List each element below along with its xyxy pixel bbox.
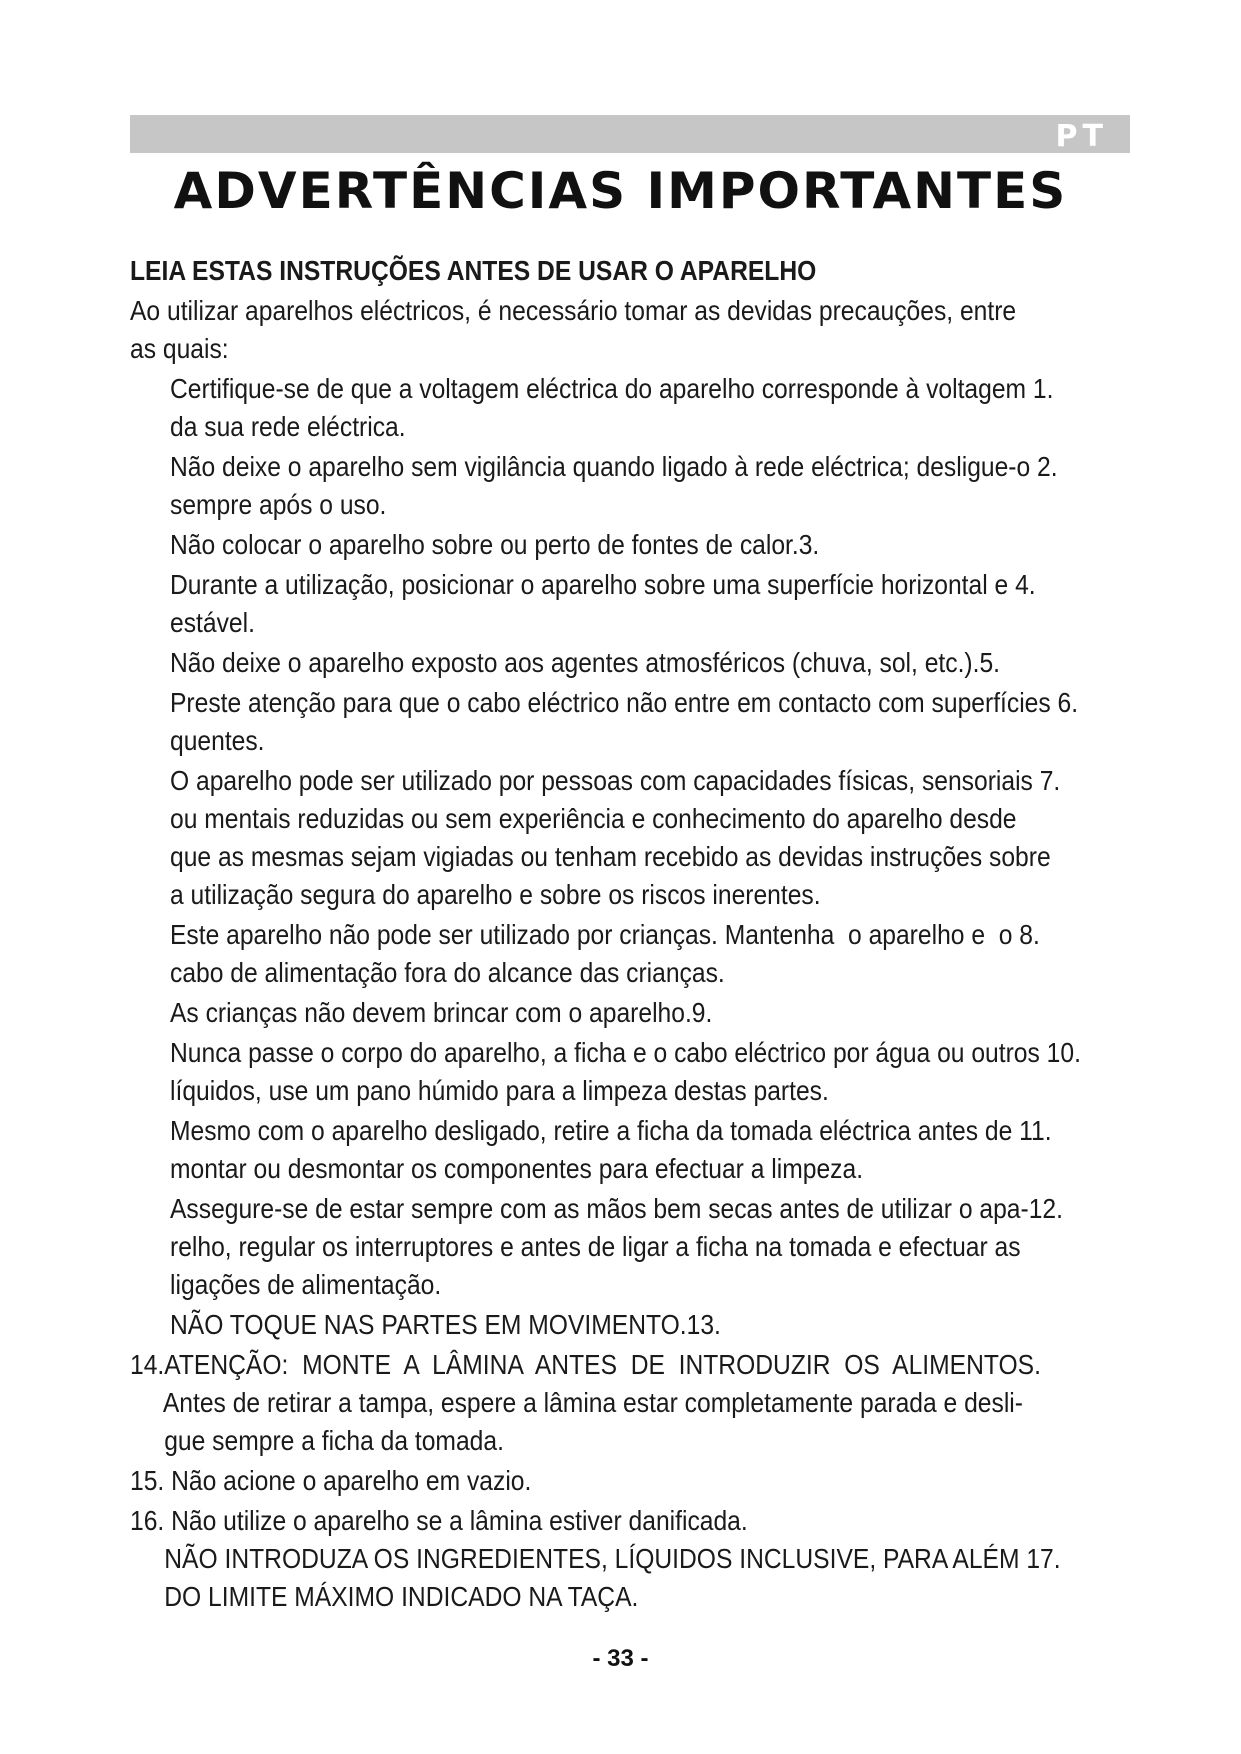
warning-item	[130, 1034, 1180, 1110]
language-bar	[130, 115, 1130, 153]
warning-item	[130, 994, 1180, 1032]
warning-item	[130, 1346, 1180, 1460]
warning-list	[130, 370, 1180, 1616]
warning-line: As crianças não devem brincar com o aparelho.9.	[170, 997, 713, 1028]
warning-line: NÃO INTRODUZA OS INGREDIENTES, LÍQUIDOS INCLUSIVE, PARA ALÉM 17.	[130, 1543, 1061, 1574]
intro-line: as quais:	[130, 333, 229, 364]
page-number: - 33 -	[592, 1645, 649, 1672]
warning-item	[130, 762, 1180, 914]
warning-line: relho, regular os interruptores e antes de ligar a ficha na tomada e efectuar as	[170, 1231, 1021, 1262]
intro-paragraph	[130, 292, 1180, 368]
warning-item	[130, 1190, 1180, 1304]
warning-line: gue sempre a ficha da tomada.	[130, 1425, 504, 1456]
section-subheading: LEIA ESTAS INSTRUÇÕES ANTES DE USAR O APARELHO	[130, 255, 817, 286]
warning-line: Mesmo com o aparelho desligado, retire a ficha da tomada eléctrica antes de 11.	[170, 1115, 1052, 1146]
warning-item	[130, 1462, 1180, 1500]
warning-line: cabo de alimentação fora do alcance das crianças.	[170, 957, 725, 988]
warning-line: Certifique-se de que a voltagem eléctrica do aparelho corresponde à voltagem 1.	[170, 373, 1054, 404]
warning-line: DO LIMITE MÁXIMO INDICADO NA TAÇA.	[130, 1581, 639, 1612]
page-title: ADVERTÊNCIAS IMPORTANTES	[173, 162, 1068, 220]
warning-line: quentes.	[170, 725, 265, 756]
warning-item	[130, 566, 1180, 642]
warning-line: Assegure-se de estar sempre com as mãos bem secas antes de utilizar o apa-12.	[170, 1193, 1063, 1224]
warning-item	[130, 916, 1180, 992]
warning-line: Durante a utilização, posicionar o aparelho sobre uma superfície horizontal e 4.	[170, 569, 1036, 600]
warning-line: 16. Não utilize o aparelho se a lâmina estiver danificada.	[130, 1505, 748, 1536]
warning-line: O aparelho pode ser utilizado por pessoas com capacidades físicas, sensoriais 7.	[170, 765, 1061, 796]
warning-item	[130, 448, 1180, 524]
warning-line: Nunca passe o corpo do aparelho, a ficha e o cabo eléctrico por água ou outros 10.	[170, 1037, 1081, 1068]
warning-line: ligações de alimentação.	[170, 1269, 442, 1300]
warnings-section	[130, 252, 1180, 1618]
warning-line: Antes de retirar a tampa, espere a lâmina estar completamente parada e desli-	[130, 1387, 1023, 1418]
warning-item	[130, 644, 1180, 682]
warning-item	[130, 1112, 1180, 1188]
warning-line: sempre após o uso.	[170, 489, 387, 520]
warning-item	[130, 1306, 1180, 1344]
warning-line: que as mesmas sejam vigiadas ou tenham recebido as devidas instruções sobre	[170, 841, 1051, 872]
warning-line: da sua rede eléctrica.	[170, 411, 406, 442]
language-code: PT	[1055, 119, 1108, 154]
warning-line: montar ou desmontar os componentes para efectuar a limpeza.	[170, 1153, 864, 1184]
warning-item	[130, 370, 1180, 446]
intro-line: Ao utilizar aparelhos eléctricos, é necessário tomar as devidas precauções, entre	[130, 295, 1017, 326]
warning-item	[130, 526, 1180, 564]
warning-line: 14.ATENÇÃO: MONTE A LÂMINA ANTES DE INTRODUZIR OS ALIMENTOS.	[130, 1349, 1041, 1380]
warning-line: líquidos, use um pano húmido para a limpeza destas partes.	[170, 1075, 829, 1106]
warning-item	[130, 1502, 1180, 1616]
warning-line: Este aparelho não pode ser utilizado por crianças. Mantenha o aparelho e o 8.	[170, 919, 1040, 950]
warning-line: Preste atenção para que o cabo eléctrico não entre em contacto com superfícies 6.	[170, 687, 1079, 718]
warning-line: ou mentais reduzidas ou sem experiência e conhecimento do aparelho desde	[170, 803, 1017, 834]
warning-item	[130, 684, 1180, 760]
warning-line: a utilização segura do aparelho e sobre os riscos inerentes.	[170, 879, 821, 910]
warning-line: estável.	[170, 607, 255, 638]
warning-line: NÃO TOQUE NAS PARTES EM MOVIMENTO.13.	[170, 1309, 721, 1340]
warning-line: Não deixe o aparelho exposto aos agentes atmosféricos (chuva, sol, etc.).5.	[170, 647, 1001, 678]
warning-line: Não deixe o aparelho sem vigilância quando ligado à rede eléctrica; desligue-o 2.	[170, 451, 1058, 482]
warning-line: Não colocar o aparelho sobre ou perto de fontes de calor.3.	[170, 529, 820, 560]
warning-line: 15. Não acione o aparelho em vazio.	[130, 1465, 532, 1496]
